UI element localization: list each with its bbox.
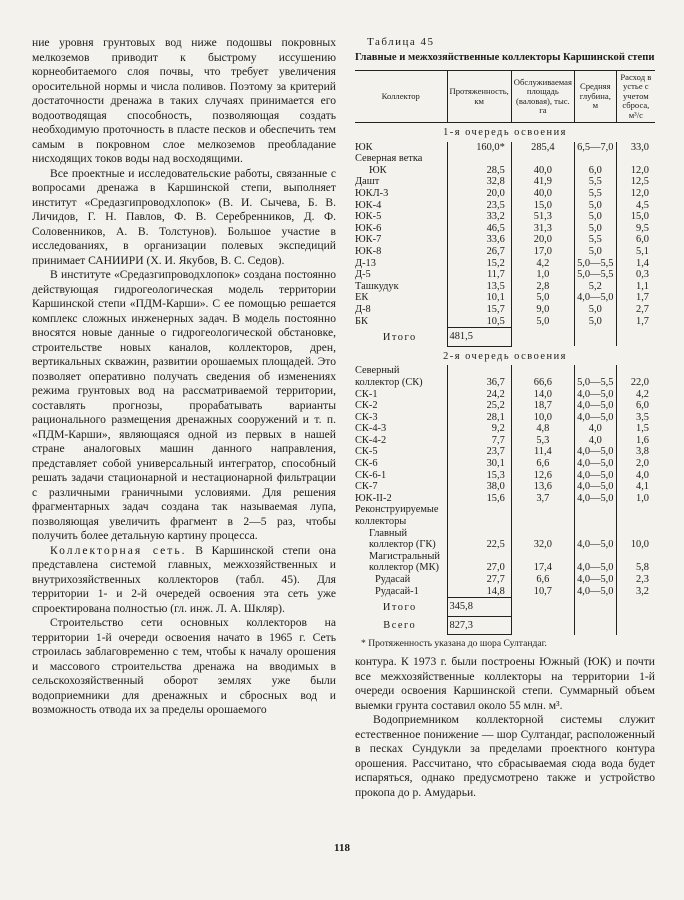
cell-length: 25,2: [447, 400, 511, 412]
grand-total-row: [355, 616, 655, 635]
table-row: [355, 365, 655, 388]
cell-collector-name: СК-3: [355, 411, 378, 423]
cell-depth: 5,5: [574, 234, 616, 246]
cell-area: 66,6: [511, 365, 574, 388]
left-paragraph-2: Все проектные и исследовательские работы, связанные с вопросами дренажа в Каршинской степи, выполняет институт «Средазгипроводхлопок» (В. И. Сычева, Б. В. Личидов, Г. Н. Павлов, Ф. В. Серебренников, Д. Ф. Соловенников, А. В. Толстунов). Большое участие в исследованиях, в организации полевых экспедиций принимает САНИИРИ (Х. И. Якубов, В. С. Седов).: [32, 166, 336, 267]
empty-cell: [616, 328, 655, 347]
cell-area: 13,6: [511, 481, 574, 493]
grand-total-label: Всего: [383, 620, 417, 632]
table-header-row: [355, 71, 655, 123]
cell-area: 6,6: [511, 458, 574, 470]
cell-flow: 15,0: [616, 211, 655, 223]
table-footnote: * Протяженность указана до шора Султандаг.: [361, 638, 547, 650]
cell-depth: 6,5—7,0: [574, 142, 616, 154]
header-flow: Расход в устье с учетом сброса, м³/с: [616, 71, 655, 123]
cell-area: 6,6: [511, 574, 574, 586]
cell-flow: 2,3: [616, 574, 655, 586]
right-paragraph-2: Водоприемником коллекторной системы служит естественное понижение — шор Султандаг, расположенный в песках Сундукли за пределами проектного контура орошения. Рассчитано, что сбрасываемая сюда вода будет испаряться, однако предусмотрено также и устройство прокопа до р. Амударьи.: [355, 713, 655, 799]
table-row: [355, 504, 655, 527]
section-1-total-value: 481,5: [447, 328, 511, 347]
cell-flow: 12,0: [616, 188, 655, 200]
cell-depth: 4,0—5,0: [574, 481, 616, 493]
section-1-total-row: [355, 328, 655, 347]
section-heading-text: В Каршинской степи она представлена системой главных, межхозяйственных и внутрихозяйственных коллекторов (табл. 45). Для территории 1- и 2-й очередей освоения эта сеть уже спроектирована полностью (гл. инж. Л. А. Шкляр).: [32, 543, 336, 615]
cell-flow: 1,6: [616, 435, 655, 447]
cell-collector-name: СК-4-3: [355, 423, 387, 435]
empty-cell: [574, 598, 616, 617]
cell-length: 160,0*: [447, 142, 511, 154]
section-2-title-row: [355, 346, 655, 365]
cell-flow: 12,0: [616, 165, 655, 177]
cell-length: 33,2: [447, 211, 511, 223]
cell-length: 23,7: [447, 446, 511, 458]
cell-collector-name: ЮК-II-2: [355, 492, 392, 504]
table-row: [355, 470, 655, 482]
cell-flow: 3,5: [616, 412, 655, 424]
cell-length: 30,1: [447, 458, 511, 470]
table-row: [355, 281, 655, 293]
cell-length: 26,7: [447, 246, 511, 258]
table-section-1: [355, 123, 655, 328]
table-row: [355, 412, 655, 424]
cell-area: 12,6: [511, 470, 574, 482]
cell-area: 41,9: [511, 176, 574, 188]
cell-depth: 4,0: [574, 435, 616, 447]
table-section-2: [355, 346, 655, 597]
cell-collector-name: Северная ветка: [355, 153, 423, 165]
cell-length: 33,6: [447, 234, 511, 246]
cell-area: 5,3: [511, 435, 574, 447]
cell-flow: 1,5: [616, 423, 655, 435]
cell-collector-name: ЮК-8: [355, 245, 382, 257]
cell-length: 23,5: [447, 200, 511, 212]
table-row: [355, 200, 655, 212]
cell-depth: 5,0: [574, 304, 616, 316]
cell-length: 38,0: [447, 481, 511, 493]
cell-depth: 4,0—5,0: [574, 493, 616, 505]
cell-flow: 3,2: [616, 586, 655, 598]
cell-collector-name: Д-13: [355, 257, 376, 269]
cell-flow: 12,5: [616, 176, 655, 188]
cell-length: 27,7: [447, 574, 511, 586]
cell-length: 7,7: [447, 435, 511, 447]
cell-collector-name: ЮКЛ-3: [355, 188, 389, 199]
cell-area: 15,0: [511, 200, 574, 212]
table-row: [355, 304, 655, 316]
cell-collector-name: СК-6: [355, 458, 378, 470]
cell-length: 11,7: [447, 269, 511, 281]
table-row: [355, 292, 655, 304]
table-row: [355, 223, 655, 235]
cell-collector-name: Дашт: [355, 176, 380, 188]
cell-area: [511, 153, 574, 165]
cell-area: 1,0: [511, 269, 574, 281]
cell-collector-name: СК-1: [355, 388, 378, 400]
cell-area: 40,0: [511, 165, 574, 177]
cell-area: 17,0: [511, 246, 574, 258]
cell-area: 14,0: [511, 389, 574, 401]
cell-depth: 4,0—5,0: [574, 470, 616, 482]
section-2-total-value: 345,8: [447, 598, 511, 617]
cell-length: 9,2: [447, 423, 511, 435]
table-row: [355, 269, 655, 281]
table-row: [355, 400, 655, 412]
cell-flow: [616, 153, 655, 165]
table-row: [355, 258, 655, 270]
empty-cell: [511, 598, 574, 617]
table-row: [355, 142, 655, 154]
cell-area: 18,7: [511, 400, 574, 412]
cell-flow: 1,7: [616, 292, 655, 304]
cell-area: 2,8: [511, 281, 574, 293]
table-row: [355, 211, 655, 223]
left-paragraph-3: В институте «Средазгипроводхлопок» создана постоянно действующая гидрогеологическая модель территории Каршинской степи «ПДМ-Карши». С ее помощью решается комплекс сложных инженерных задач. В модель постоянно вносятся новые данные о гидрогеологической обстановке, строительстве новых каналов, коллекторов, дрен, вертикальных скважин, развитии орошаемых площадей. Это позволяет оперативно получать сведения об изменениях режима грунтовых вод на рассматриваемой территории, составлять прогнозы, прорабатывать варианты рационального размещения дренажных сооружений и т. п. «ПДМ-Карши», являющаяся одной из первых в нашей стране аналоговых машин данного направления, представляет собой универсальный интегратор, способный решать задачи стационарной и нестационарной фильтрации с различными граничными условиями. Для решения фрагментарных задач создана так называемая лупа, позволяющая увеличить фрагмент в 2—5 раз, чтобы получить более детальную картину процесса.: [32, 268, 336, 542]
cell-depth: 5,5: [574, 176, 616, 188]
cell-collector-name: СК-7: [355, 481, 378, 493]
cell-depth: [574, 153, 616, 165]
cell-flow: 1,7: [616, 316, 655, 328]
cell-length: 10,5: [447, 316, 511, 328]
table-row: [355, 246, 655, 258]
cell-flow: 1,0: [616, 493, 655, 505]
left-paragraph-5: Строительство сети основных коллекторов на территории 1-й очереди освоения начато в 1965 г. Сеть строилась заблаговременно с тем, чтобы к началу орошения и массового строительства дренажа на вводимых в сельскохозяйственный оборот землях уже были водоприемники для дренажных и сбросных вод и возможность отвода их за пределы орошаемого: [32, 616, 336, 716]
cell-length: 10,1: [447, 292, 511, 304]
cell-depth: 4,0—5,0: [574, 574, 616, 586]
empty-cell: [616, 616, 655, 635]
cell-area: 4,2: [511, 258, 574, 270]
table-row: [355, 423, 655, 435]
right-text: [355, 655, 655, 800]
cell-flow: 6,0: [616, 400, 655, 412]
grand-total-value: 827,3: [447, 616, 511, 635]
cell-length: 27,0: [447, 551, 511, 574]
cell-flow: 1,1: [616, 281, 655, 293]
left-paragraph-1: ние уровня грунтовых вод ниже подошвы покровных мелкоземов приводит к быстрому иссушению корнеобитаемого слоя почвы, что требует увеличения оросительной нормы и числа поливов. Поэтому за критерий достаточности дренажа в таких случаях принимается его водоотводящая способность, позволяющая создать необходимую проточность в пласте песков и обеспечить тем самым в покровном слое мелкоземов преобладание нисходящих токов воды над восходящими.: [32, 36, 336, 165]
cell-collector-name: ЮК: [355, 141, 373, 153]
cell-flow: 4,5: [616, 200, 655, 212]
table-totals: [355, 598, 655, 635]
section-1-title: 1-я очередь освоения: [443, 127, 567, 139]
table-row: [355, 528, 655, 551]
cell-flow: 2,0: [616, 458, 655, 470]
cell-depth: 4,0—5,0: [574, 528, 616, 551]
cell-flow: 10,0: [616, 528, 655, 551]
cell-area: 9,0: [511, 304, 574, 316]
cell-length: 28,1: [447, 412, 511, 424]
cell-length: 46,5: [447, 223, 511, 235]
cell-flow: 0,3: [616, 269, 655, 281]
table-row: [355, 446, 655, 458]
cell-collector-name: СК-6-1: [355, 469, 387, 481]
cell-collector-name: Ташкудук: [355, 280, 399, 292]
header-length: Протяженность, км: [447, 71, 511, 123]
cell-collector-name: БК: [355, 316, 368, 328]
cell-length: [447, 153, 511, 165]
cell-collector-name: Главный коллектор (ГК): [369, 527, 436, 551]
section-2-title: 2-я очередь освоения: [443, 350, 567, 362]
header-collector: Коллектор: [355, 71, 447, 123]
section-1-total-label: Итого: [382, 331, 417, 343]
cell-area: 51,3: [511, 211, 574, 223]
table-section-1-total: [355, 328, 655, 347]
right-paragraph-1: контура. К 1973 г. были построены Южный (ЮК) и почти все межхозяйственные коллекторы на территории 1-й очереди освоения Каршинской степи. Суммарный объем выемки грунта составил около 55 млн. м³.: [355, 655, 655, 712]
table-row: [355, 551, 655, 574]
table-row: [355, 389, 655, 401]
cell-area: 5,0: [511, 316, 574, 328]
cell-collector-name: СК-2: [355, 400, 378, 412]
cell-depth: 4,0—5,0: [574, 551, 616, 574]
cell-area: 20,0: [511, 234, 574, 246]
cell-flow: 9,5: [616, 223, 655, 235]
cell-flow: 22,0: [616, 365, 655, 388]
section-2-total-row: [355, 598, 655, 617]
cell-flow: 4,0: [616, 470, 655, 482]
cell-depth: 4,0—5,0: [574, 412, 616, 424]
cell-collector-name: Реконструируемые коллекторы: [355, 504, 439, 528]
cell-flow: 33,0: [616, 142, 655, 154]
cell-depth: 5,0—5,5: [574, 365, 616, 388]
cell-depth: 5,0: [574, 246, 616, 258]
cell-collector-name: ЕК: [355, 292, 369, 304]
cell-collector-name: СК-4-2: [355, 434, 387, 446]
cell-area: [511, 504, 574, 527]
cell-collector-name: Северный коллектор (СК): [355, 365, 423, 388]
left-paragraph-4: [32, 544, 336, 617]
cell-depth: 4,0—5,0: [574, 292, 616, 304]
empty-cell: [574, 328, 616, 347]
cell-length: 36,7: [447, 365, 511, 388]
cell-depth: 5,0: [574, 223, 616, 235]
cell-depth: 5,5: [574, 188, 616, 200]
cell-area: 31,3: [511, 223, 574, 235]
cell-depth: 4,0—5,0: [574, 458, 616, 470]
cell-length: 14,8: [447, 586, 511, 598]
cell-depth: 6,0: [574, 165, 616, 177]
cell-length: 22,5: [447, 528, 511, 551]
cell-length: 24,2: [447, 389, 511, 401]
cell-depth: [574, 504, 616, 527]
right-column: [355, 36, 655, 800]
table-row: [355, 165, 655, 177]
collectors-table: [355, 70, 655, 635]
cell-depth: 5,0: [574, 316, 616, 328]
cell-length: 15,3: [447, 470, 511, 482]
cell-collector-name: ЮК-6: [355, 222, 382, 234]
page-number: 118: [334, 842, 350, 854]
table-title: Главные и межхозяйственные коллекторы Каршинской степи: [355, 52, 655, 63]
table-row: [355, 458, 655, 470]
cell-collector-name: ЮК-7: [355, 234, 382, 246]
cell-length: 15,2: [447, 258, 511, 270]
table-row: [355, 234, 655, 246]
cell-area: 10,0: [511, 412, 574, 424]
table-row: [355, 435, 655, 447]
cell-length: 20,0: [447, 188, 511, 200]
table-row: [355, 493, 655, 505]
cell-flow: [616, 504, 655, 527]
cell-flow: 6,0: [616, 234, 655, 246]
header-depth: Средняя глубина, м: [574, 71, 616, 123]
section-2-total-label: Итого: [382, 601, 417, 613]
cell-flow: 4,1: [616, 481, 655, 493]
cell-length: [447, 504, 511, 527]
table-row: [355, 153, 655, 165]
cell-depth: 5,2: [574, 281, 616, 293]
cell-depth: 5,0: [574, 211, 616, 223]
cell-area: 11,4: [511, 446, 574, 458]
cell-flow: 2,7: [616, 304, 655, 316]
cell-length: 28,5: [447, 165, 511, 177]
table-row: [355, 316, 655, 328]
cell-area: 10,7: [511, 586, 574, 598]
table-row: [355, 574, 655, 586]
empty-cell: [574, 616, 616, 635]
cell-flow: 4,2: [616, 389, 655, 401]
table-row: [355, 586, 655, 598]
cell-area: 5,0: [511, 292, 574, 304]
cell-depth: 4,0: [574, 423, 616, 435]
cell-collector-name: Д-5: [355, 269, 371, 281]
empty-cell: [511, 328, 574, 347]
section-heading-collector-network: Коллекторная сеть.: [50, 543, 187, 557]
table-row: [355, 188, 655, 200]
cell-area: 3,7: [511, 493, 574, 505]
cell-collector-name: ЮК-4: [355, 199, 382, 211]
cell-collector-name: Магистральный коллектор (МК): [369, 550, 440, 574]
cell-length: 32,8: [447, 176, 511, 188]
cell-flow: 1,4: [616, 258, 655, 270]
left-column: [32, 36, 336, 718]
cell-collector-name: Д-8: [355, 303, 371, 315]
cell-flow: 5,1: [616, 246, 655, 258]
cell-depth: 5,0—5,5: [574, 258, 616, 270]
table-row: [355, 481, 655, 493]
cell-depth: 4,0—5,0: [574, 400, 616, 412]
cell-area: 40,0: [511, 188, 574, 200]
header-area: Обслуживаемая площадь (валовая), тыс. га: [511, 71, 574, 123]
cell-collector-name: ЮК-5: [355, 211, 382, 223]
empty-cell: [616, 598, 655, 617]
cell-depth: 4,0—5,0: [574, 446, 616, 458]
cell-length: 15,6: [447, 493, 511, 505]
cell-flow: 5,8: [616, 551, 655, 574]
table-caption: Таблица 45: [367, 36, 435, 48]
empty-cell: [511, 616, 574, 635]
cell-collector-name: Рудасай-1: [375, 586, 419, 598]
cell-collector-name: Рудасай: [375, 574, 411, 585]
cell-area: 285,4: [511, 142, 574, 154]
cell-depth: 4,0—5,0: [574, 389, 616, 401]
cell-collector-name: СК-5: [355, 446, 378, 458]
cell-area: 17,4: [511, 551, 574, 574]
cell-length: 15,7: [447, 304, 511, 316]
cell-length: 13,5: [447, 281, 511, 293]
table-row: [355, 176, 655, 188]
section-1-title-row: [355, 123, 655, 142]
cell-area: 4,8: [511, 423, 574, 435]
cell-flow: 3,8: [616, 446, 655, 458]
cell-area: 32,0: [511, 528, 574, 551]
cell-depth: 4,0—5,0: [574, 586, 616, 598]
cell-depth: 5,0—5,5: [574, 269, 616, 281]
cell-depth: 5,0: [574, 200, 616, 212]
cell-collector-name: ЮК: [369, 164, 387, 176]
